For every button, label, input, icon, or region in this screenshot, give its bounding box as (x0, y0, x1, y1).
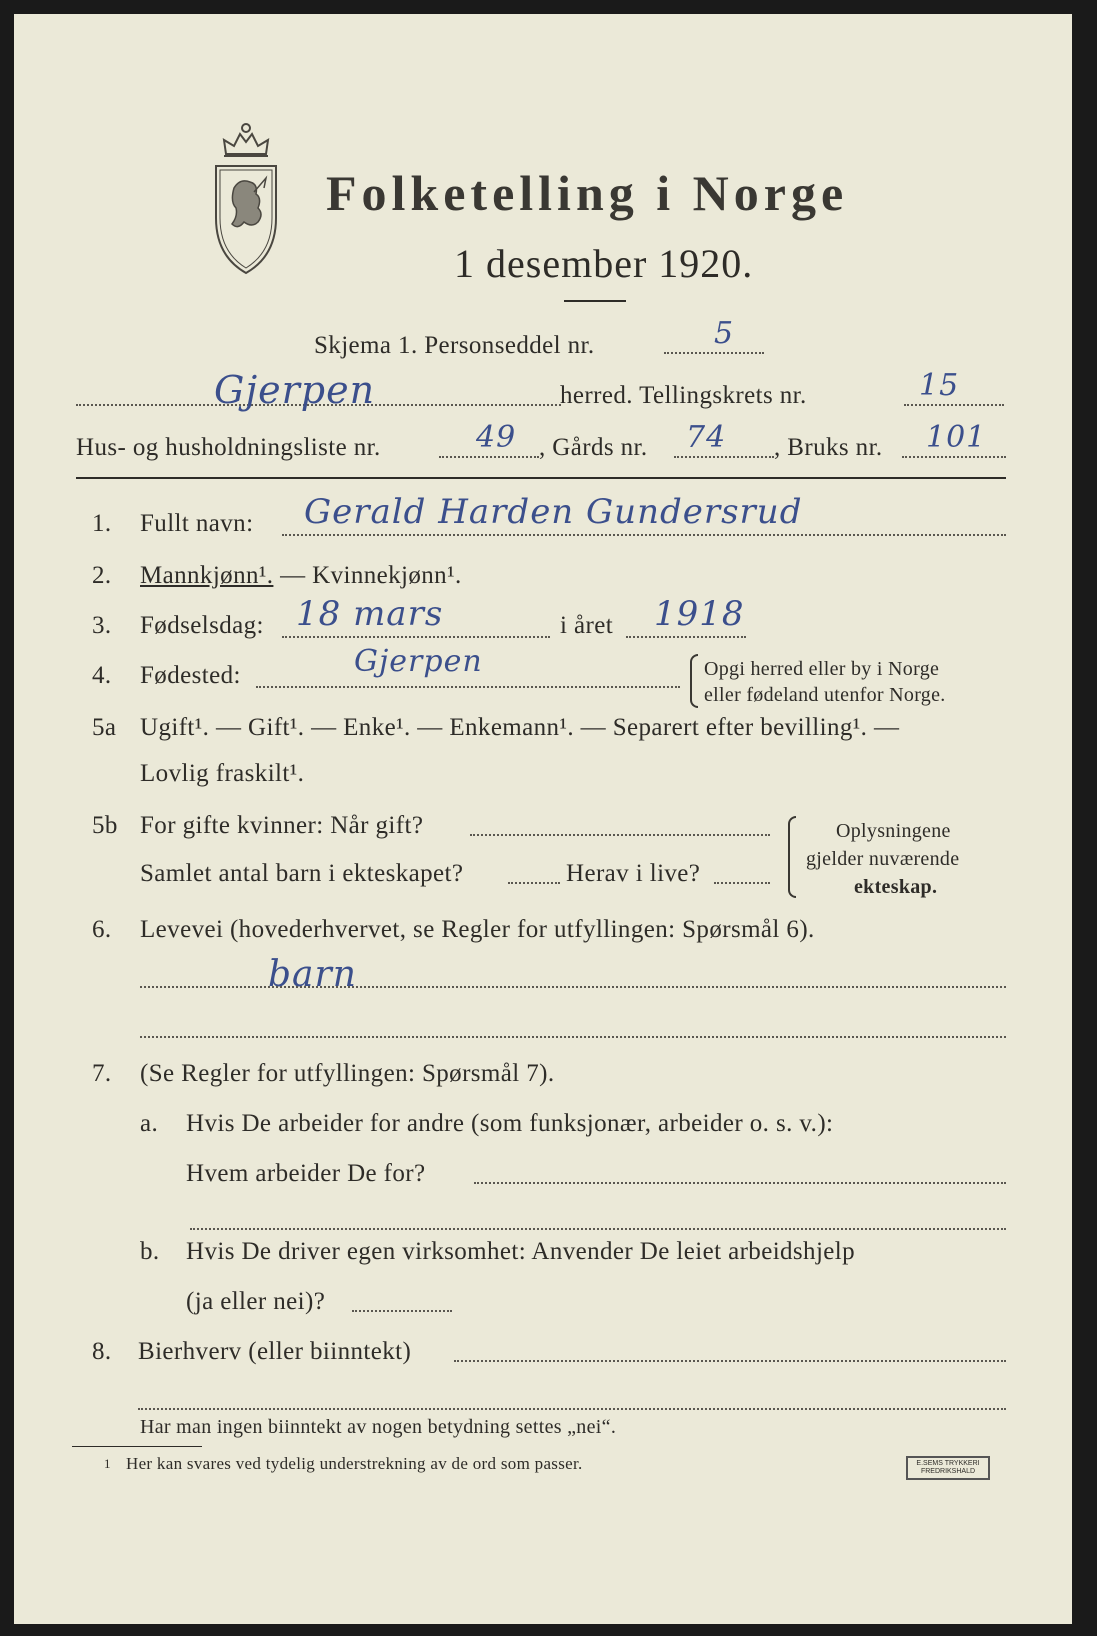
employer-question: Hvis De arbeider for andre (som funksjonær, arbeider o. s. v.): (186, 1110, 834, 1137)
tellingskrets-nr-value[interactable]: 15 (919, 368, 960, 403)
children-total-label: Samlet antal barn i ekteskapet? (140, 860, 464, 887)
secondary-income-label: Bierhverv (eller biinntekt) (138, 1338, 412, 1365)
married-when-label: For gifte kvinner: Når gift? (140, 812, 424, 839)
birth-year-label: i året (560, 612, 614, 639)
footnote-text: Her kan svares ved tydelig understrekning av de ord som passer. (126, 1454, 583, 1473)
gards-label: , Gårds nr. (539, 434, 648, 461)
hired-help-label: (ja eller nei)? (186, 1288, 326, 1315)
employer-label: Hvem arbeider De for? (186, 1160, 426, 1187)
marital-status-options[interactable]: Ugift¹. — Gift¹. — Enke¹. — Enkemann¹. — Separert efter bevilling¹. — (140, 714, 900, 741)
marital-status-divorced[interactable]: Lovlig fraskilt¹. (140, 760, 305, 787)
full-name-label: Fullt navn: (140, 510, 254, 537)
q7-heading: (Se Regler for utfyllingen: Spørsmål 7). (140, 1060, 555, 1087)
personseddel-nr-value[interactable]: 5 (714, 316, 735, 351)
bruks-nr-value[interactable]: 101 (926, 420, 987, 455)
self-employed-question: Hvis De driver egen virksomhet: Anvender De leiet arbeidshjelp (186, 1238, 856, 1265)
occupation-label: Levevei (hovederhvervet, se Regler for utfyllingen: Spørsmål 6). (140, 916, 815, 943)
hus-label: Hus- og husholdningsliste nr. (76, 434, 381, 461)
municipality-value[interactable]: Gjerpen (214, 368, 376, 412)
full-name-value[interactable]: Gerald Harden Gundersrud (304, 492, 803, 532)
birthdate-label: Fødselsdag: (140, 612, 264, 639)
census-form: Folketelling i Norge 1 desember 1920. Skjema 1. Personseddel nr. 5 Gjerpen herred. Tellingskrets nr. 15 Hus- og husholdningsliste nr. 49 , Gårds nr. 74 , Bruks nr. 101 1. Fullt navn: Gerald Harden Gundersrud 2. Mannkjønn¹. — Kvinnekjønn¹. 3. Fødselsdag: 18 mars i året 1918 4. Fødested: Gjerpen Opgi herred eller by i Norge eller fødeland utenfor Norge. 5a Ugift¹. — Gift¹. — Enke¹. — Enkemann¹. — Separert efter bevilling¹. — Lovlig fraskilt¹. 5b For gifte kvinner: Når gift? Samlet antal barn i ekteskapet? Herav i live? Oplysningene gjelder nuværende ekteskap. 6. Levevei (hovederhvervet, se Regler for utfyllingen: Spørsmål 6). barn 7. (Se Regler for utfyllingen: Spørsmål 7). a. Hvis De arbeider for andre (som funksjonær, arbeider o. s. v.): Hvem arbeider De for? b. Hvis De driver egen virksomhet: Anvender De leiet arbeidshjelp (ja eller nei)? 8. Bierhverv (eller biinntekt) Har man ingen biinntekt av nogen betydning settes „nei“. 1 Her kan svares ved tydelig understrekning av de ord som passer. E.SEMS TRYKKERI FREDRIKSHALD (14, 14, 1072, 1624)
birthdate-value[interactable]: 18 mars (296, 594, 444, 634)
printer-stamp: E.SEMS TRYKKERI FREDRIKSHALD (906, 1456, 990, 1480)
birthplace-value[interactable]: Gjerpen (354, 644, 483, 679)
herred-label: herred. Tellingskrets nr. (560, 382, 807, 409)
header-separator (76, 477, 1006, 479)
form-date: 1 desember 1920. (454, 241, 754, 286)
title-divider (564, 300, 626, 302)
birthplace-label: Fødested: (140, 662, 241, 689)
hus-nr-value[interactable]: 49 (476, 420, 517, 455)
gender-male-option[interactable]: Mannkjønn¹. — Kvinnekjønn¹. (140, 562, 462, 589)
birth-year-value[interactable]: 1918 (654, 594, 745, 634)
birthplace-note-1: Opgi herred eller by i Norge (704, 658, 940, 680)
birthplace-note-2: eller fødeland utenfor Norge. (704, 684, 946, 706)
children-alive-label: Herav i live? (566, 860, 701, 887)
form-title: Folketelling i Norge (326, 165, 849, 221)
gards-nr-value[interactable]: 74 (686, 420, 727, 455)
secondary-income-note: Har man ingen biinntekt av nogen betydning settes „nei“. (140, 1416, 617, 1438)
skjema-label: Skjema 1. Personseddel nr. (314, 332, 595, 359)
bruks-label: , Bruks nr. (774, 434, 883, 461)
occupation-value[interactable]: barn (268, 954, 357, 995)
coat-of-arms-icon (204, 118, 288, 278)
